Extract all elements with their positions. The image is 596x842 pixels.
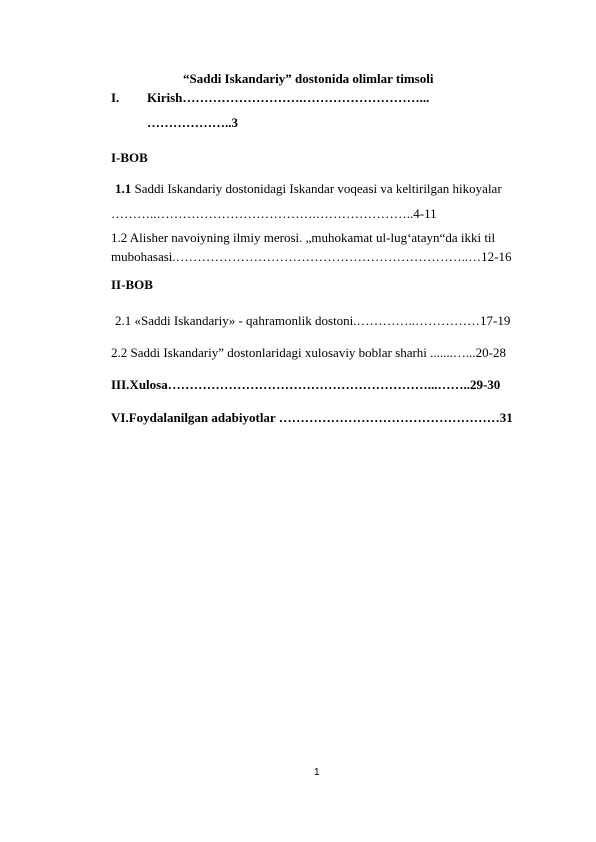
- toc-entry-2-1: 2.1 «Saddi Iskandariy» - qahramonlik dostoni.…………..……………17-19: [115, 313, 511, 328]
- toc-entry-1-2: 1.2 Alisher navoiyning ilmiy merosi. „muhokamat ul-lug‘atayn“da ikki til: [111, 230, 496, 245]
- toc-entry-1-1: [115, 181, 502, 197]
- intro-entry: Kirish……………………….………………………...: [147, 90, 430, 105]
- intro-numeral: I.: [111, 90, 120, 105]
- toc-entry-1-2-leader: mubohasasi.…………………………………………………………..…12-16: [111, 249, 512, 264]
- page-number: 1: [314, 767, 320, 778]
- toc-references: VI.Foydalanilgan adabiyotlar ……………………………………………31: [111, 410, 513, 425]
- toc-conclusion: III.Xulosa……………………………………………………...……..29-30: [111, 377, 501, 392]
- toc-entry-2-2: 2.2 Saddi Iskandariy” dostonlaridagi xulosaviy boblar sharhi .......…...20-28: [111, 345, 506, 360]
- chapter-2-heading: II-BOB: [111, 277, 153, 292]
- section-title: Saddi Iskandariy dostonidagi Iskandar voqeasi va keltirilgan hikoyalar: [134, 181, 502, 196]
- intro-page-ref: ………………..3: [147, 115, 238, 130]
- toc-entry-1-1-leader: ………..……………………………….…………………..4-11: [111, 206, 437, 221]
- document-title: “Saddi Iskandariy” dostonida olimlar timsoli: [183, 71, 434, 86]
- chapter-1-heading: I-BOB: [111, 150, 148, 165]
- section-number: 1.1: [115, 181, 132, 196]
